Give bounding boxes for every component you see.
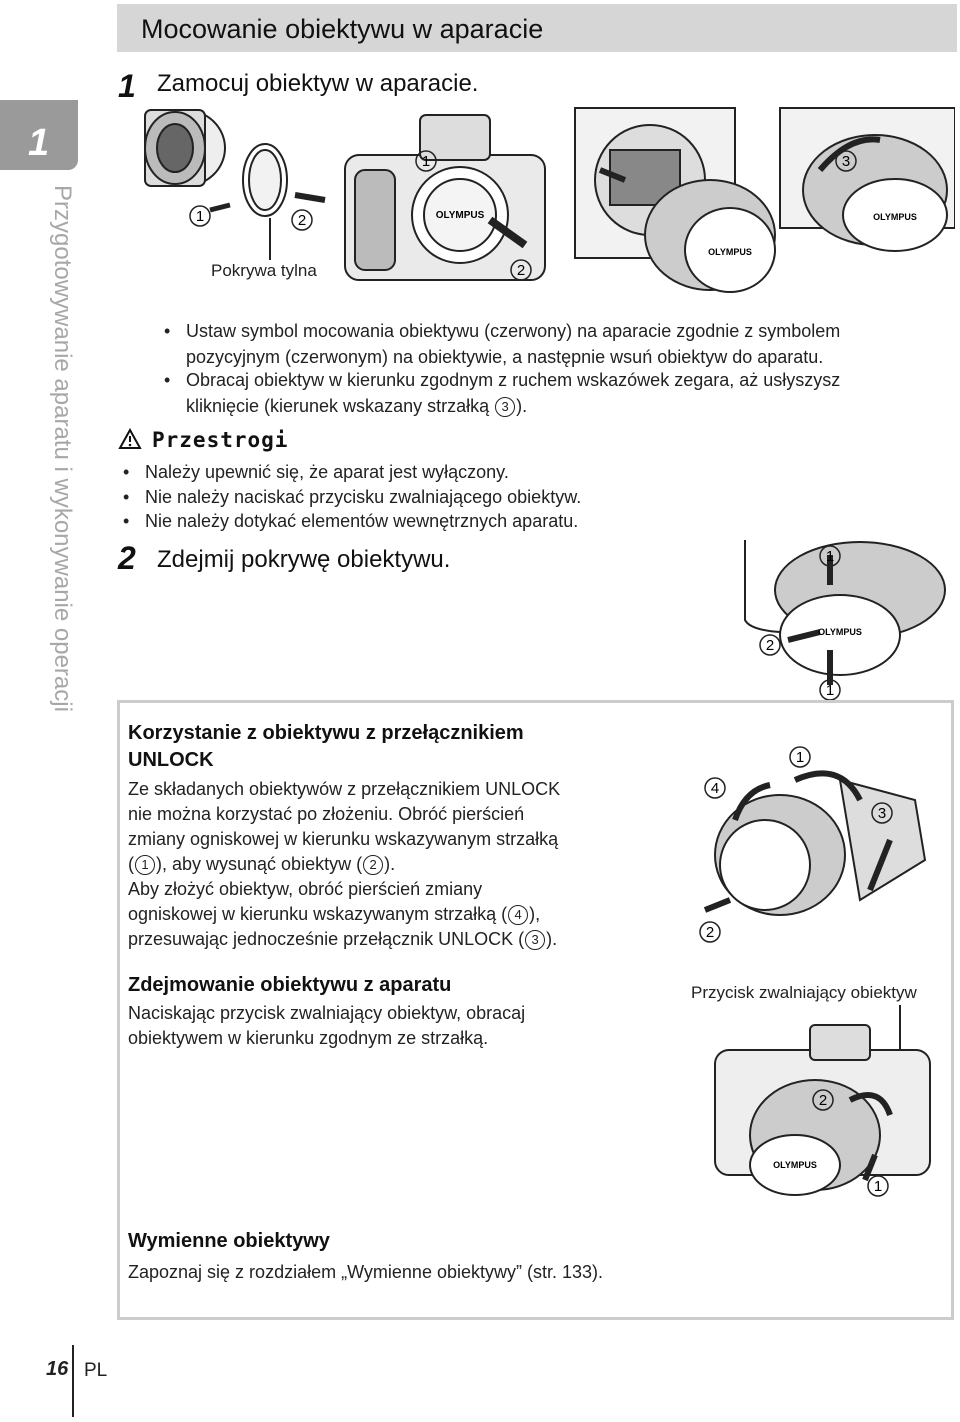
brand-label-3: OLYMPUS [873, 212, 917, 222]
body-line: Aby złożyć obiektyw, obróć pierścień zmiany [128, 879, 483, 899]
text: ). [546, 929, 558, 949]
marker-2: 2 [818, 1092, 828, 1109]
caution-item: • Nie należy dotykać elementów wewnętrznych aparatu. [145, 508, 578, 534]
marker-1: 1 [825, 682, 835, 699]
bullet-line: Ustaw symbol mocowania obiektywu (czerwony) na aparacie zgodnie z symbolem [186, 321, 841, 341]
brand-label-5: OLYMPUS [773, 1160, 817, 1170]
body-line: Ze składanych obiektywów z przełącznikiem UNLOCK [128, 779, 561, 799]
body-line [128, 902, 648, 927]
bullet-line: pozycyjnym (czerwonym) na obiektywie, a następnie wsuń obiektyw do aparatu. [186, 347, 824, 367]
marker-2: 2 [765, 637, 775, 654]
marker-2: 2 [297, 212, 307, 229]
lenses-section-text: Zapoznaj się z rozdziałem „Wymienne obiektywy” (str. 133). [128, 1262, 604, 1282]
chapter-title: Przygotowywanie aparatu i wykonywanie operacji [49, 185, 76, 712]
marker-3: 3 [495, 397, 515, 417]
caution-title: Przestrogi [152, 428, 289, 452]
remove-section-title: Zdejmowanie obiektywu z aparatu [128, 974, 452, 996]
body-line: zmiany ogniskowej w kierunku wskazywanym strzałką [128, 829, 559, 849]
lens-rotate-illustration [780, 108, 955, 251]
lens-release-illustration [700, 1005, 950, 1205]
marker-4: 4 [508, 905, 528, 925]
step-2-text: Zdejmij pokrywę obiektywu. [157, 546, 451, 573]
warning-icon [118, 428, 142, 450]
lens-rear-illustration [145, 110, 325, 260]
step-2-number: 2 [118, 540, 136, 576]
brand-label-1: OLYMPUS [435, 210, 485, 221]
step-1-bullet-2 [186, 367, 946, 419]
page-language: PL [84, 1360, 108, 1381]
page-title: Mocowanie obiektywu w aparacie [141, 14, 544, 44]
release-button-label: Przycisk zwalniający obiektyw [691, 983, 917, 1002]
brand-label-4: OLYMPUS [818, 627, 862, 637]
unlock-lens-illustration [690, 740, 950, 950]
marker-3: 3 [841, 153, 851, 170]
body-line: Naciskając przycisk zwalniający obiektyw, obracaj [128, 1003, 526, 1023]
title-line: UNLOCK [128, 749, 214, 771]
lens-cap-illustration [740, 540, 955, 710]
body-line: nie można korzystać po złożeniu. Obróć pierścień [128, 804, 525, 824]
text: przesuwając jednocześnie przełącznik UNLOCK ( [128, 929, 525, 949]
body-line: obiektywem w kierunku zgodnym ze strzałką. [128, 1028, 489, 1048]
caution-item: • Należy upewnić się, że aparat jest wyłączony. [145, 459, 509, 485]
marker-2: 2 [705, 924, 715, 941]
step-1-text: Zamocuj obiektyw w aparacie. [157, 70, 479, 97]
marker-2: 2 [363, 855, 383, 875]
step-1-bullet-1 [186, 318, 946, 370]
camera-body-illustration [345, 115, 545, 280]
caution-item: • Nie należy naciskać przycisku zwalniającego obiektyw. [145, 484, 581, 510]
rear-cap-label: Pokrywa tylna [211, 261, 317, 280]
marker-3: 3 [877, 805, 887, 822]
chapter-number: 1 [28, 122, 50, 164]
marker-1: 1 [195, 208, 205, 225]
unlock-section-title [128, 720, 524, 774]
marker-4: 4 [710, 780, 720, 797]
bullet-line: ). [516, 396, 528, 416]
page-number: 16 [46, 1358, 69, 1380]
text: ), [529, 904, 541, 924]
step-1-number: 1 [118, 68, 136, 104]
lens-mounting-illustration [575, 108, 775, 292]
bullet-line: kliknięcie (kierunek wskazany strzałką [186, 396, 495, 416]
remove-section-body [128, 1001, 648, 1051]
marker-2: 2 [516, 262, 526, 279]
lenses-section-title: Wymienne obiektywy [128, 1230, 330, 1252]
brand-label-2: OLYMPUS [708, 247, 752, 257]
text: ogniskowej w kierunku wskazywanym strzałką ( [128, 904, 508, 924]
text: ). [384, 854, 396, 874]
marker-1: 1 [795, 749, 805, 766]
bullet-line: Obracaj obiektyw w kierunku zgodnym z ruchem wskazówek zegara, aż usłyszysz [186, 370, 841, 390]
unlock-section-body [128, 777, 648, 952]
body-line: ( 1 ), aby wysunąć obiektyw ( 2 ). [128, 854, 396, 874]
text: ), aby wysunąć obiektyw ( [156, 854, 363, 874]
marker-1: 1 [873, 1178, 883, 1195]
footer-divider [72, 1345, 74, 1417]
marker-1: 1 [421, 153, 431, 170]
marker-1: 1 [825, 548, 835, 565]
title-line: Korzystanie z obiektywu z przełącznikiem [128, 722, 524, 744]
marker-3: 3 [525, 930, 545, 950]
body-line [128, 927, 648, 952]
marker-1: 1 [135, 855, 155, 875]
